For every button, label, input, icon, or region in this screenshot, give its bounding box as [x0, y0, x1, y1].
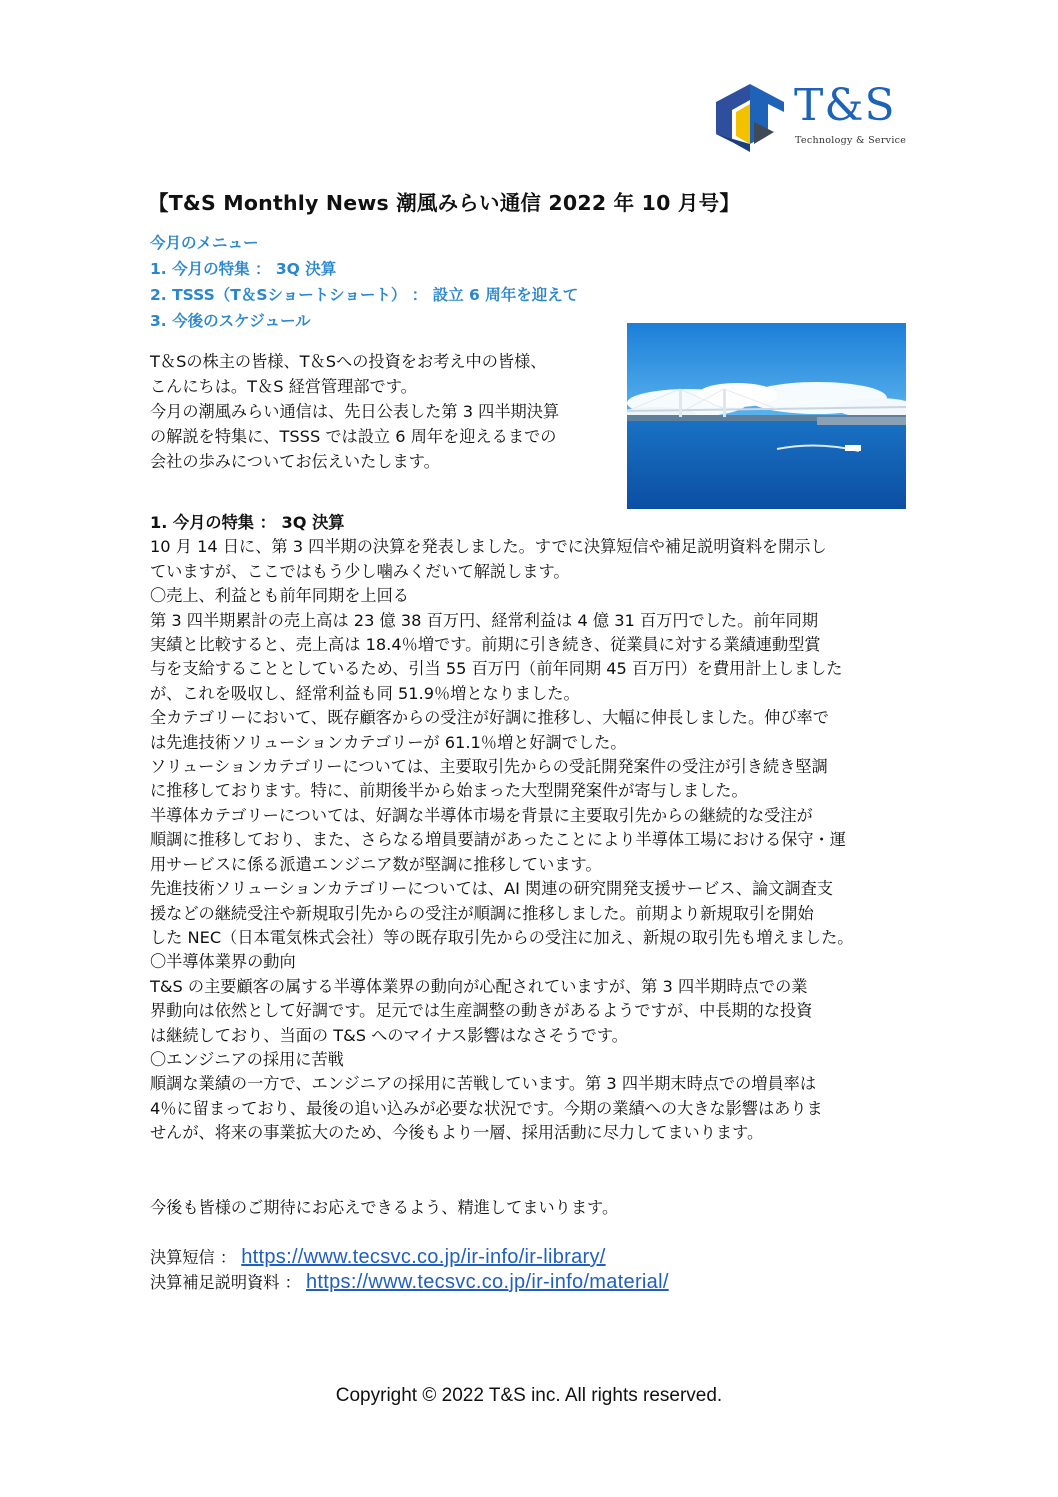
body-line: 順調に推移しており、また、さらなる増員要請があったことにより半導体工場における保守・運: [150, 830, 846, 850]
earnings-report-link[interactable]: https://www.tecsvc.co.jp/ir-info/ir-library/: [241, 1246, 606, 1268]
menu-item: 2. TSSS（T＆Sショートショート） ： 設立 6 周年を迎えて: [150, 286, 579, 304]
intro-line: T＆Sの株主の皆様、T＆Sへの投資をお考え中の皆様、: [150, 352, 547, 371]
body-line: ソリューションカテゴリーについては、主要取引先からの受託開発案件の受注が引き続き堅調: [150, 757, 828, 777]
ts-logo-icon: [714, 82, 786, 154]
menu-item: 3. 今後のスケジュール: [150, 312, 311, 330]
harbor-bridge-photo: [627, 323, 906, 509]
closing-line: 今後も皆様のご期待にお応えできるよう、精進してまいります。: [150, 1198, 619, 1217]
body-line: が、これを吸収し、経常利益も同 51.9％増となりました。: [150, 683, 580, 703]
section-heading: 1. 今月の特集 ： 3Q 決算: [150, 513, 345, 532]
intro-line: こんにちは。T＆S 経営管理部です。: [150, 377, 417, 396]
body-line: 10 月 14 日に、第 3 四半期の決算を発表しました。すでに決算短信や補足説明資料を開示し: [150, 537, 827, 557]
body-line: 順調な業績の一方で、エンジニアの採用に苦戦しています。第 3 四半期末時点での増員率は: [150, 1074, 817, 1094]
link-label: 決算補足説明資料 ：: [150, 1273, 306, 1292]
body-line: 半導体カテゴリーについては、好調な半導体市場を背景に主要取引先からの継続的な受注が: [150, 805, 813, 825]
body-line: に推移しております。特に、前期後半から始まった大型開発案件が寄与しました。: [150, 781, 748, 801]
body-line: は先進技術ソリューションカテゴリーが 61.1％増と好調でした。: [150, 732, 627, 752]
body-line: 〇売上、利益とも前年同期を上回る: [150, 586, 409, 606]
menu-item: 1. 今月の特集 ： 3Q 決算: [150, 260, 337, 278]
body-line: 用サービスに係る派遣エンジニア数が堅調に推移しています。: [150, 854, 602, 874]
supplementary-material-link[interactable]: https://www.tecsvc.co.jp/ir-info/material/: [305, 1271, 669, 1293]
intro-line: 今月の潮風みらい通信は、先日公表した第 3 四半期決算: [150, 402, 560, 421]
body-line: 第 3 四半期累計の売上高は 23 億 38 百万円、経常利益は 4 億 31 百万円でした。前年同期: [150, 610, 819, 630]
body-line: 全カテゴリーにおいて、既存顧客からの受注が好調に推移し、大幅に伸長しました。伸び率で: [150, 708, 829, 728]
link-row: [150, 1270, 669, 1295]
body-line: 界動向は依然として好調です。足元では生産調整の動きがあるようですが、中長期的な投資: [150, 1001, 813, 1021]
intro-line: 会社の歩みについてお伝えいたします。: [150, 452, 440, 471]
intro-paragraph: [150, 349, 620, 474]
body-line: した NEC（日本電気株式会社）等の既存取引先からの受注に加え、新規の取引先も増えました。: [150, 927, 854, 947]
link-row: [150, 1245, 669, 1270]
logo-tagline: Technology & Service: [795, 135, 907, 146]
body-line: 援などの継続受注や新規取引先からの受注が順調に推移しました。前期より新規取引を開始: [150, 903, 814, 923]
body-line: 〇半導体業界の動向: [150, 952, 296, 972]
body-line: 先進技術ソリューションカテゴリーについては、AI 関連の研究開発支援サービス、論文調査支: [150, 879, 834, 899]
body-line: 〇エンジニアの採用に苦戦: [150, 1049, 344, 1069]
logo-wordmark: T&S: [794, 80, 896, 131]
intro-line: の解説を特集に、TSSS では設立 6 周年を迎えるまでの: [150, 427, 557, 446]
body-line: 4％に留まっており、最後の追い込みが必要な状況です。今期の業績への大きな影響はありま: [150, 1098, 823, 1118]
body-line: せんが、将来の事業拡大のため、今後もより一層、採用活動に尽力してまいります。: [150, 1123, 764, 1143]
body-line: は継続しており、当面の T&S へのマイナス影響はなさそうです。: [150, 1025, 628, 1045]
section-feature: [150, 511, 920, 1146]
copyright-footer: Copyright © 2022 T&S inc. All rights reserved.: [335, 1385, 723, 1406]
body-line: 実績と比較すると、売上高は 18.4％増です。前期に引き続き、従業員に対する業績連動型賞: [150, 635, 821, 655]
body-line: T&S の主要顧客の属する半導体業界の動向が心配されていますが、第 3 四半期時点での業: [150, 976, 808, 996]
body-line: 与を支給することとしているため、引当 55 百万円（前年同期 45 百万円）を費用計上しました: [150, 659, 843, 679]
newsletter-title: 【T&S Monthly News 潮風みらい通信 2022 年 10 月号】: [148, 191, 741, 215]
company-logo: [714, 82, 909, 154]
reference-links: [150, 1245, 669, 1295]
menu-block: [150, 230, 578, 334]
body-line: ていますが、ここではもう少し噛みくだいて解説します。: [150, 561, 570, 581]
link-label: 決算短信 ：: [150, 1248, 242, 1267]
menu-heading: 今月のメニュー: [150, 234, 259, 252]
